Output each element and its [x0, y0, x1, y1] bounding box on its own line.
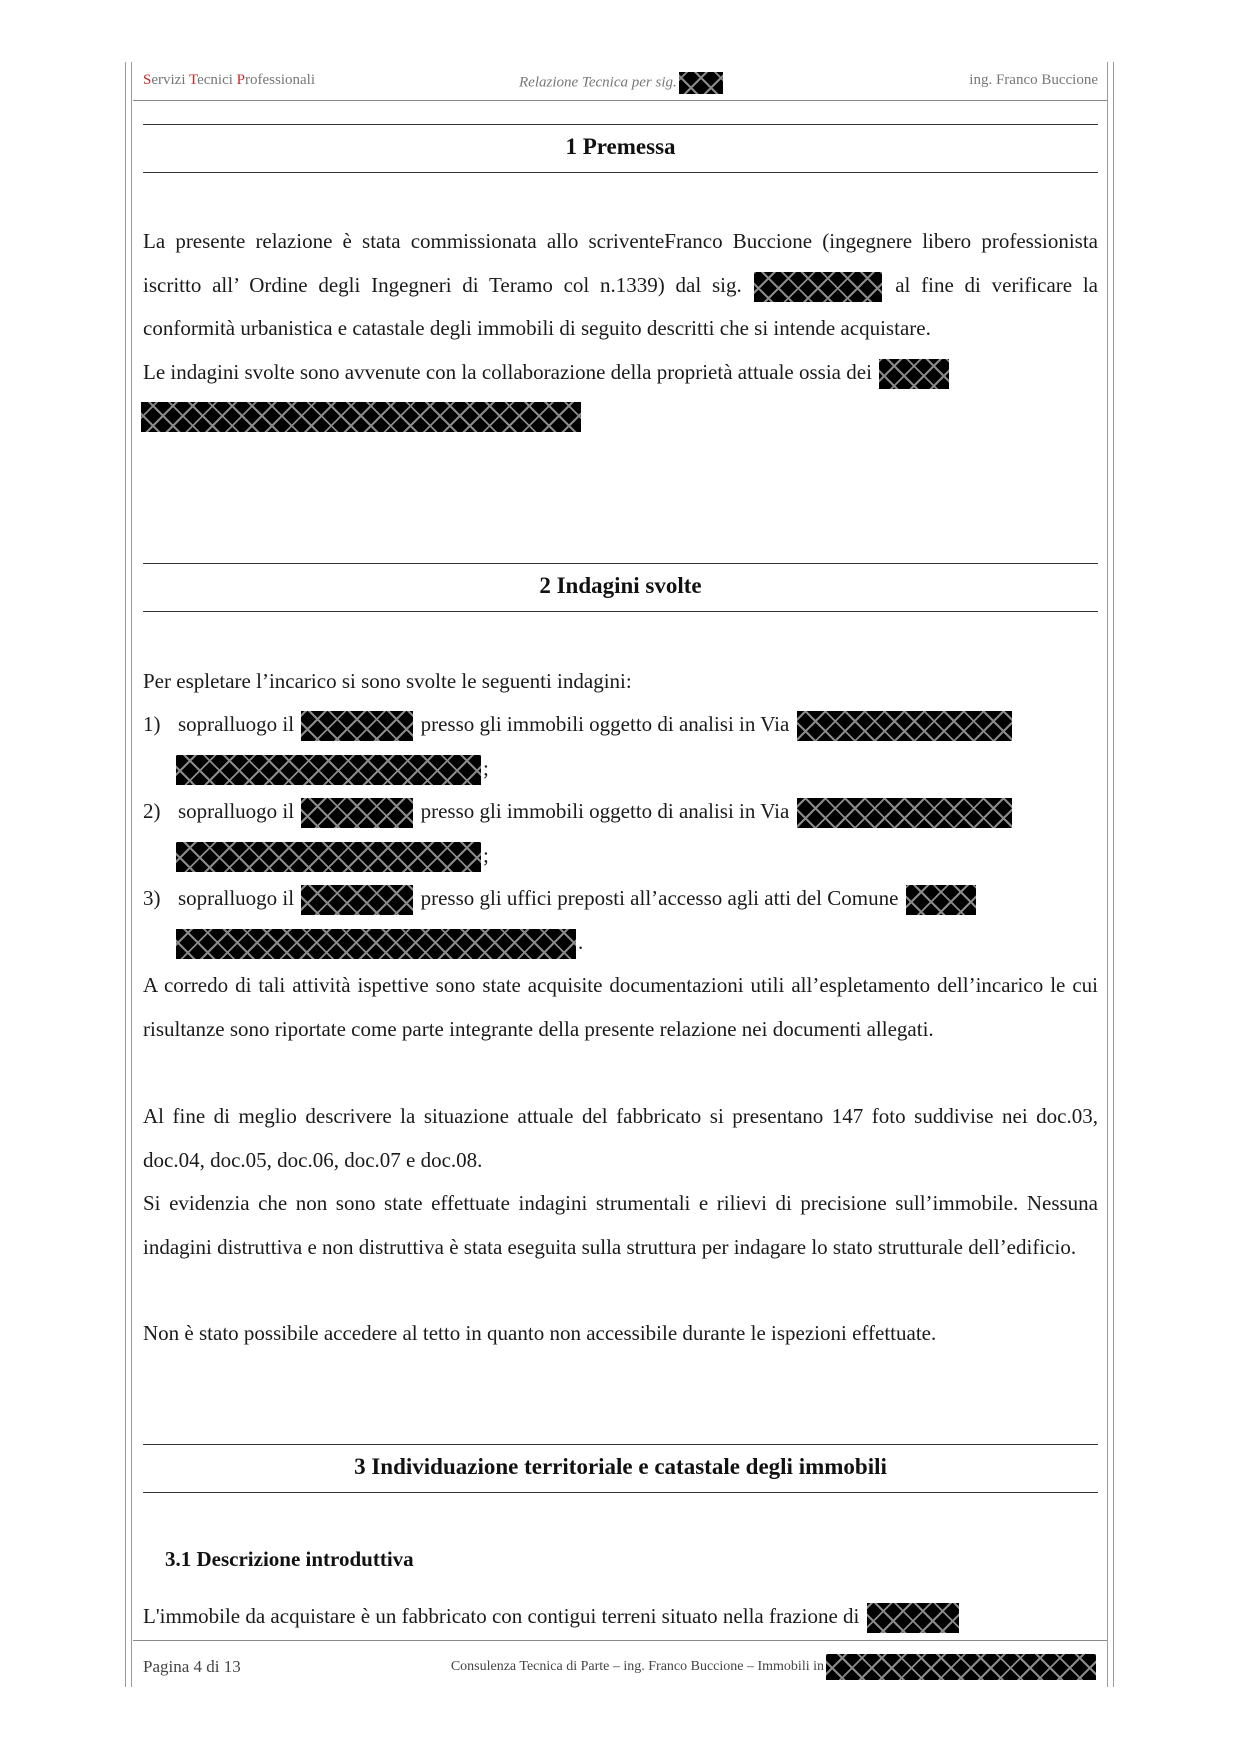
redacted-block [141, 402, 581, 432]
page-footer [143, 1654, 1098, 1682]
redacted-block [754, 272, 882, 302]
redacted-block [176, 755, 481, 785]
paragraph-foto: Al fine di meglio descrivere la situazione attuale del fabbricato si presentano 147 foto suddivise nei doc.03, doc.04, doc.05, doc.06, doc.07 e doc.08. [143, 1104, 1098, 1172]
redacted-block [906, 885, 976, 915]
list-item: 3) sopralluogo il presso gli uffici preposti all’accesso agli atti del Comune . [143, 877, 1098, 964]
redacted-block [826, 1654, 1096, 1680]
section-rule-bottom [143, 172, 1098, 173]
paragraph-descrizione: L'immobile da acquistare è un fabbricato con contigui terreni situato nella frazione di [143, 1595, 1098, 1639]
indagini-list [143, 703, 1098, 964]
list-item: 2) sopralluogo il presso gli immobili oggetto di analisi in Via ; [143, 790, 1098, 877]
section-rule-bottom [143, 611, 1098, 612]
footer-title: Consulenza Tecnica di Parte – ing. Franco Buccione – Immobili in [451, 1654, 1098, 1680]
header-document-title: Relazione Tecnica per sig. [519, 72, 725, 94]
redacted-block [679, 72, 723, 94]
redacted-block [301, 798, 413, 828]
redacted-block [797, 798, 1012, 828]
paragraph-indagini-strumentali: Si evidenzia che non sono state effettuate indagini strumentali e rilievi di precisione sull’immobile. Nessuna indagini distruttiva e non distruttiva è stata eseguita sulla struttura per indagare lo stato strutturale dell’edificio. [143, 1191, 1098, 1259]
section-rule-top [143, 124, 1098, 125]
section-title-premessa: 1 Premessa [565, 134, 676, 159]
section-rule-top [143, 1444, 1098, 1445]
page-frame-right [1107, 62, 1114, 1687]
section-title-indagini: 2 Indagini svolte [539, 573, 702, 598]
redacted-block [797, 711, 1012, 741]
section-rule-top [143, 563, 1098, 564]
paragraph-premessa: La presente relazione è stata commissionata allo scriventeFranco Buccione (ingegnere libero professionista iscritto all’ Ordine degli Ingegneri di Teramo col n.1339) dal sig. al fine di verificare la conformità urbanistica e catastale degli immobili di seguito descritti che si intende acquistare. Le indagini svolte sono avvenute con la collaborazione della proprietà attuale ossia dei [143, 220, 1098, 438]
header-author: ing. Franco Buccione [969, 72, 1098, 88]
redacted-block [176, 842, 481, 872]
redacted-block [867, 1603, 959, 1633]
redacted-block [301, 711, 413, 741]
redacted-block [301, 885, 413, 915]
section-title-individuazione: 3 Individuazione territoriale e catastale degli immobili [354, 1454, 887, 1479]
paragraph-corredo: A corredo di tali attività ispettive sono state acquisite documentazioni utili all’espletamento dell’incarico le cui risultanze sono riportate come parte integrante della presente relazione nei documenti allegati. [143, 973, 1098, 1041]
page-frame-left [125, 62, 132, 1687]
list-item: 1) sopralluogo il presso gli immobili oggetto di analisi in Via ; [143, 703, 1098, 790]
footer-rule [133, 1640, 1107, 1641]
paragraph-intro: Per espletare l’incarico si sono svolte le seguenti indagini: [143, 669, 632, 693]
redacted-block [176, 929, 576, 959]
page-header [143, 68, 1098, 94]
header-company: Servizi Tecnici Professionali [143, 72, 315, 88]
redacted-block [879, 359, 949, 389]
paragraph-tetto: Non è stato possibile accedere al tetto in quanto non accessibile durante le ispezioni effettuate. [143, 1321, 937, 1345]
header-rule [133, 100, 1107, 101]
section-rule-bottom [143, 1492, 1098, 1493]
page-number: Pagina 4 di 13 [143, 1657, 241, 1676]
subsection-title: 3.1 Descrizione introduttiva [165, 1547, 414, 1571]
